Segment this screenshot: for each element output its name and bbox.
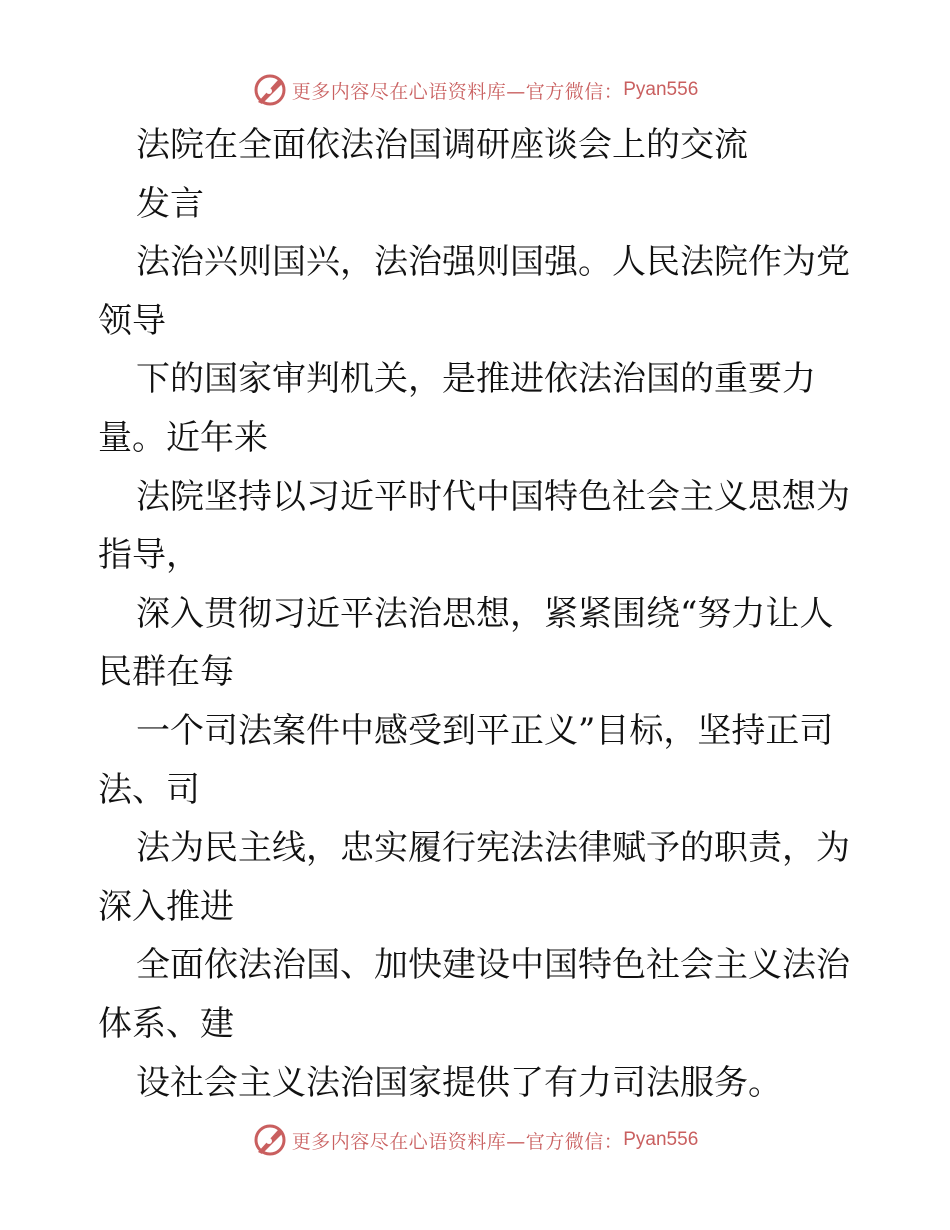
doc-line: 体系、建: [98, 1003, 234, 1044]
doc-line: 指导，: [98, 535, 200, 576]
doc-line: 发言: [136, 183, 204, 224]
doc-line: 法院坚持以习近平时代中国特色社会主义思想为: [136, 476, 850, 517]
doc-line: 民群在每: [98, 652, 234, 693]
doc-line: 深入推进: [98, 886, 234, 927]
watermark-wechat-id: Pyan556: [623, 79, 699, 100]
doc-line: 全面依法治国、加快建设中国特色社会主义法治: [136, 945, 850, 986]
doc-line: 领导: [98, 300, 166, 341]
doc-line: 下的国家审判机关，是推进依法治国的重要力: [136, 359, 816, 400]
doc-line: 法为民主线，忠实履行宪法法律赋予的职责，为: [136, 828, 850, 869]
document-body: [98, 116, 858, 1112]
watermark-wechat-id: Pyan556: [623, 1129, 699, 1150]
doc-line: 量。近年来: [98, 417, 268, 458]
doc-line: 法治兴则国兴，法治强则国强。人民法院作为党: [136, 242, 850, 283]
doc-line: 一个司法案件中感受到平正义”目标，坚持正司: [136, 710, 834, 751]
watermark-text: 更多内容尽在心语资料库—官方微信：: [291, 80, 624, 103]
pen-logo-icon: [252, 72, 288, 108]
doc-line: 深入贯彻习近平法治思想，紧紧围绕“努力让人: [136, 593, 834, 634]
watermark-text: 更多内容尽在心语资料库—官方微信：: [291, 1130, 624, 1153]
doc-line: 法、司: [98, 769, 200, 810]
footer-watermark: [0, 1120, 950, 1160]
doc-line: 设社会主义法治国家提供了有力司法服务。: [136, 1062, 782, 1103]
pen-logo-icon: [252, 1122, 288, 1158]
doc-line: 法院在全面依法治国调研座谈会上的交流: [136, 125, 748, 165]
header-watermark: [0, 70, 950, 110]
